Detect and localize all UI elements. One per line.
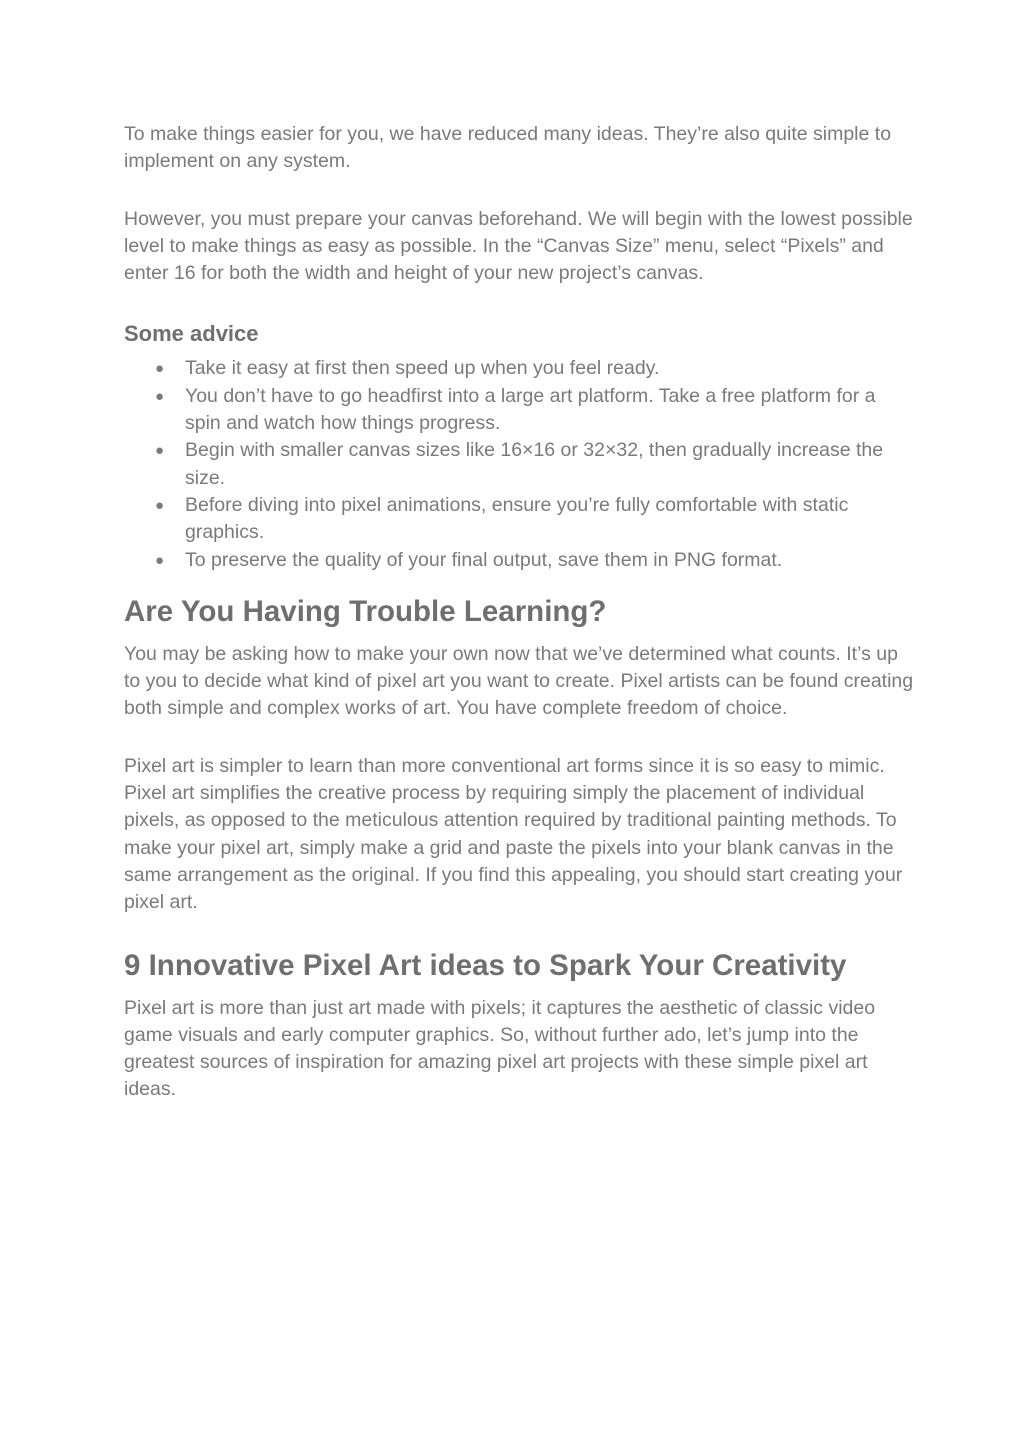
advice-list <box>124 355 914 573</box>
list-item-text: Begin with smaller canvas sizes like 16×16 or 32×32, then gradually increase the size. <box>185 439 884 489</box>
ideas-paragraph-1: Pixel art is more than just art made with pixels; it captures the aesthetic of classic video game visuals and early computer graphics. So, without further ado, let’s jump into the greatest sources of inspiration for amazing pixel art projects with these simple pixel art ideas. <box>124 996 876 1101</box>
list-item-text: Take it easy at first then speed up when you feel ready. <box>185 357 660 380</box>
intro-paragraph-1: To make things easier for you, we have reduced many ideas. They’re also quite simple to implement on any system. <box>124 123 892 173</box>
list-item <box>124 355 914 382</box>
list-item <box>124 437 914 492</box>
list-item <box>124 547 914 574</box>
trouble-heading: Are You Having Trouble Learning? <box>124 594 607 628</box>
list-item <box>124 492 914 547</box>
list-item-text: To preserve the quality of your final output, save them in PNG format. <box>185 548 783 571</box>
list-item-text: Before diving into pixel animations, ensure you’re fully comfortable with static graphics. <box>185 493 849 544</box>
bullet-icon: ● <box>155 442 165 460</box>
intro-paragraph-2: However, you must prepare your canvas beforehand. We will begin with the lowest possible level to make things as easy as possible. In the “Canvas Size” menu, select “Pixels” and enter 16 for both the width and height of your new project’s canvas. <box>124 207 913 285</box>
bullet-icon: ● <box>155 551 165 569</box>
bullet-icon: ● <box>155 360 165 378</box>
document-page <box>124 121 914 1104</box>
bullet-icon: ● <box>155 496 165 514</box>
list-item <box>124 383 914 438</box>
ideas-heading: 9 Innovative Pixel Art ideas to Spark Your Creativity <box>124 948 847 982</box>
bullet-icon: ● <box>155 387 165 405</box>
trouble-paragraph-1: You may be asking how to make your own now that we’ve determined what counts. It’s up to you to decide what kind of pixel art you want to create. Pixel artists can be found creating both simple and complex works of art. You have complete freedom of choice. <box>124 642 914 720</box>
trouble-paragraph-2: Pixel art is simpler to learn than more conventional art forms since it is so easy to mimic. Pixel art simplifies the creative process by requiring simply the placement of individual pixels, as opposed to the meticulous attention required by traditional painting methods. To make your pixel art, simply make a grid and paste the pixels into your blank canvas in the same arrangement as the original. If you find this appealing, you should start creating your pixel art. <box>124 754 903 914</box>
list-item-text: You don’t have to go headfirst into a large art platform. Take a free platform for a spin and watch how things progress. <box>185 384 876 435</box>
advice-heading: Some advice <box>124 321 259 347</box>
